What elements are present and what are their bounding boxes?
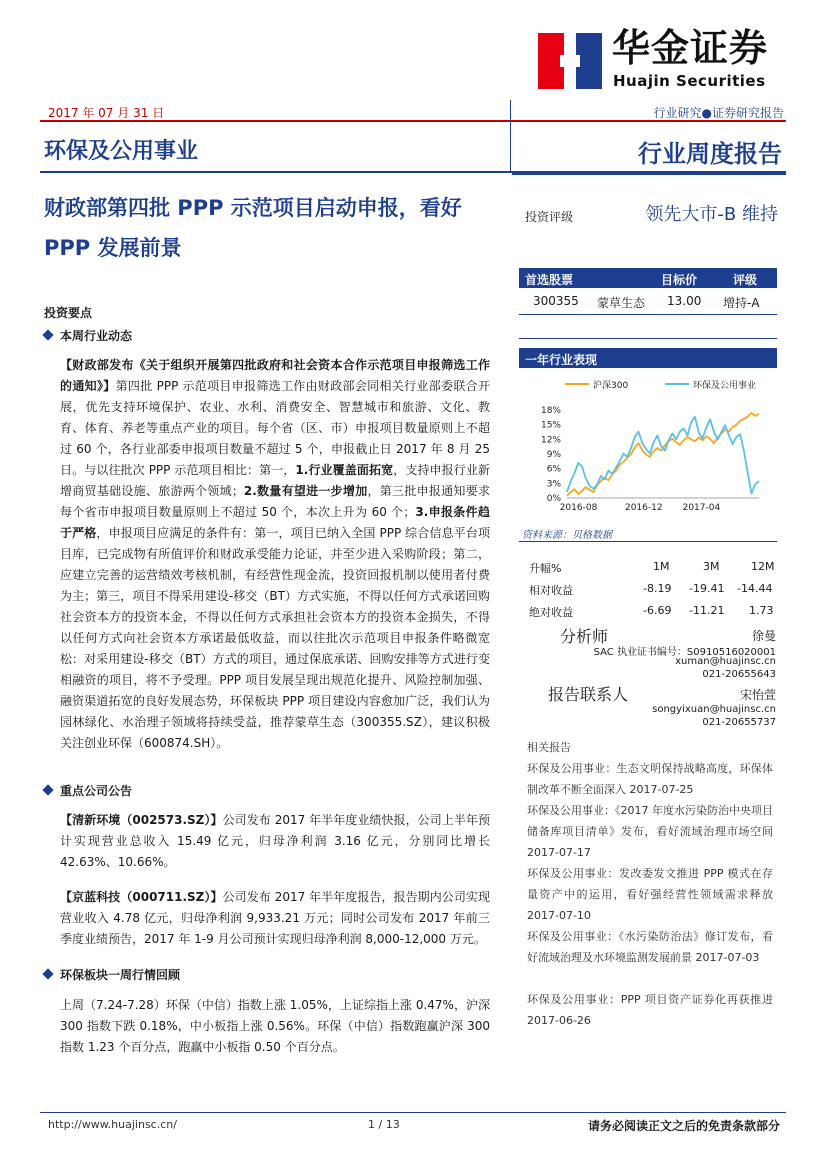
y-tick-label: 12% <box>540 435 561 446</box>
stock-col-header: 首选股票 <box>525 273 574 287</box>
analyst-email[interactable]: xuman@huajinsc.cn <box>675 656 776 667</box>
y-tick-label: 15% <box>540 420 561 431</box>
header-divider-blue-thick <box>512 171 786 175</box>
perf-table-header <box>519 556 777 576</box>
contact-name: 宋怡萱 <box>739 688 776 702</box>
target-col-header: 目标价 <box>661 273 698 287</box>
perf-value: -6.69 <box>643 604 672 617</box>
header-divider-red <box>40 120 510 122</box>
report-category: 行业研究●证券研究报告 <box>653 106 784 120</box>
perf-col-label: 升幅% <box>529 562 562 575</box>
legend-label: 环保及公用事业 <box>693 381 757 391</box>
footer-url[interactable]: http://www.huajinsc.cn/ <box>48 1118 177 1131</box>
series-line-hs300 <box>567 413 759 496</box>
page-number: 1 / 13 <box>368 1118 400 1131</box>
perf-row-label: 相对收益 <box>529 584 573 597</box>
industry-performance-chart <box>519 372 777 522</box>
sector-title: 环保及公用事业 <box>44 139 199 164</box>
report-type: 行业周度报告 <box>638 140 782 168</box>
analyst-cert: SAC 执业证书编号：S0910516020001 <box>593 647 776 658</box>
related-reports-heading: 相关报告 <box>527 741 571 754</box>
footer-divider <box>40 1112 786 1113</box>
y-tick-label: 9% <box>546 450 561 460</box>
legend-label: 沪深300 <box>593 381 629 391</box>
contact-email[interactable]: songyixuan@huajinsc.cn <box>652 704 776 715</box>
x-tick-label: 2016-12 <box>624 503 663 513</box>
diamond-bullet-icon <box>42 968 53 979</box>
brand-name-cn: 华金证券 <box>612 26 769 70</box>
related-report-item[interactable]: 环保及公用事业：发改委发文推进 PPP 模式在存量资产中的运用，看好强经营性领域需求释放 2017-07-10 <box>527 867 773 922</box>
section-heading-market-review: 环保板块一周行情回顾 <box>44 966 180 983</box>
perf-row-label: 绝对收益 <box>529 606 573 619</box>
contact-phone: 021-20655737 <box>702 717 776 728</box>
market-review-paragraph: 上周（7.24-7.28）环保（中信）指数上涨 1.05%，上证综指上涨 0.47%，沪深 300 指数下跌 0.18%，中小板指上涨 0.56%。环保（中信）指数跑赢沪深 300 指数 1.23 个百分点，跑赢中小板指 0.50 个百分点。 <box>60 998 490 1054</box>
perf-value: -11.21 <box>689 604 725 617</box>
header-divider-red-right <box>510 120 786 122</box>
perf-value: -14.44 <box>737 582 773 595</box>
rating-label: 投资评级 <box>525 210 574 224</box>
huajin-logo-mark <box>538 33 602 89</box>
y-tick-label: 3% <box>546 479 561 490</box>
related-report-item[interactable]: 环保及公用事业：《水污染防治法》修订发布，看好流域治理及水环境监测发展前景 2017-07-03 <box>527 930 773 964</box>
y-tick-label: 18% <box>540 406 561 416</box>
y-tick-label: 0% <box>546 494 561 504</box>
analyst-name: 徐曼 <box>751 629 776 643</box>
stock-row <box>519 291 777 311</box>
rating-value: 领先大市-B 维持 <box>645 204 778 225</box>
diamond-bullet-icon <box>42 329 53 340</box>
x-tick-label: 2017-04 <box>682 503 721 513</box>
rating-col-header: 评级 <box>733 273 758 287</box>
brand-name-en: Huajin Securities <box>613 72 766 90</box>
related-report-item[interactable]: 环保及公用事业：PPP 项目资产证券化再获推进 2017-06-26 <box>527 993 773 1027</box>
section-heading-industry-news: 本周行业动态 <box>44 327 132 344</box>
perf-col-1m: 1M <box>653 560 670 573</box>
stock-table-bottom-rule <box>519 314 777 315</box>
y-tick-label: 6% <box>546 464 561 475</box>
stock-target: 13.00 <box>667 294 702 308</box>
stock-table-spacer-rule <box>519 338 777 339</box>
perf-row-relative <box>519 578 777 598</box>
company-news-paragraph-1: 【清新环境（002573.SZ）】公司发布 2017 年半年度业绩快报，公司上半年预计实现营业总收入 15.49 亿元，归母净利润 3.16 亿元，分别同比增长 42.63%、10.66%。 <box>60 813 490 869</box>
x-tick-label: 2016-08 <box>559 503 598 513</box>
header-vertical-divider <box>510 100 511 172</box>
industry-news-paragraph: 【财政部发布《关于组织开展第四批政府和社会资本合作示范项目申报筛选工作的通知》】第四批 PPP 示范项目申报筛选工作由财政部会同相关行业部委联合开展，优先支持环境保护、农业、水利、消费安全、智慧城市和旅游、文化、教育、体育、养老等重点产业的项目。每个省（区、市）申报项目数量原则上不超过 60 个，各行业部委申报项目数量不超过 5 个，申报截止日 2017 年 8 月 25 日。与以往批次 PPP 示范项目相比：第一，1.行业覆盖面拓宽，支持申报行业新增商贸基础设施、旅游两个领域；2.数量有望进一步增加，第三批申报通知要求每个省市申报项目数量原则上不超过 50 个，本次上升为 60 个；3.申报条件趋于严格，申报项目应满足的条件有：第一，项目已纳入全国 PPP 综合信息平台项目库，已完成物有所值评价和财政承受能力论证，并至少进入采购阶段；第二，应建立完善的运营绩效考核机制，有经营性现金流，投资回报机制以使用者付费为主；第三，项目不得采用建设-移交（BT）方式实施，不得以任何方式承诺回购社会资本方的投资本金，不得以任何方式承担社会资本方的投资本金损失，不得以任何方式向社会资本方承诺最低收益，而以往批次示范项目申报条件略微宽松：对采用建设-移交（BT）方式的项目，通过保底承诺、回购安排等方式进行变相融资的项目，将不予受理。PPP 项目发展呈现出规范化提升、风险控制加强、融资渠道拓宽的良好发展态势，环保板块 PPP 项目建设内容愈加广泛，我们认为园林绿化、水治理子领域将持续受益，推荐蒙草生态（300355.SZ），建议积极关注创业环保（600874.SH）。 <box>60 358 490 750</box>
key-points-label: 投资要点 <box>44 306 93 320</box>
contact-heading: 报告联系人 <box>548 685 629 704</box>
footer-disclaimer: 请务必阅读正文之后的免责条款部分 <box>587 1119 780 1133</box>
report-title: 财政部第四批 PPP 示范项目启动申报，看好 PPP 发展前景 <box>44 196 462 260</box>
related-report-item[interactable]: 环保及公用事业：《2017 年度水污染防治中央项目储备库项目清单》发布，看好流域治理市场空间 2017-07-17 <box>527 804 773 859</box>
chart-source: 资料来源：贝格数据 <box>522 530 612 541</box>
company-news-paragraph-2: 【京蓝科技（000711.SZ）】公司发布 2017 年半年度报告，报告期内公司实现营业收入 4.78 亿元，归母净利润 9,933.21 万元；同时公司发布 2017 年前三季度业绩预告，2017 年 1-9 月公司预计实现归母净利润 8,000-12,000 万元。 <box>60 890 490 946</box>
related-report-item[interactable]: 环保及公用事业：生态文明保持战略高度，环保体制改革不断全面深入 2017-07-25 <box>527 762 773 796</box>
perf-value: -19.41 <box>689 582 725 595</box>
perf-col-12m: 12M <box>751 560 775 573</box>
analyst-phone: 021-20655643 <box>702 669 776 680</box>
chart-bottom-rule <box>519 541 777 542</box>
stock-name: 蒙草生态 <box>597 296 646 310</box>
stock-rating: 增持-A <box>723 296 760 310</box>
diamond-bullet-icon <box>42 784 53 795</box>
perf-header: 一年行业表现 <box>519 348 777 368</box>
perf-col-3m: 3M <box>703 560 720 573</box>
analyst-heading: 分析师 <box>560 627 609 646</box>
perf-row-absolute <box>519 600 777 620</box>
stock-table-header <box>519 268 777 288</box>
perf-value: -8.19 <box>643 582 672 595</box>
series-line-env-utilities <box>567 417 759 494</box>
stock-code: 300355 <box>533 294 579 308</box>
section-heading-company-news: 重点公司公告 <box>44 782 132 799</box>
report-date: 2017 年 07 月 31 日 <box>48 106 165 120</box>
perf-value: 1.73 <box>749 604 774 617</box>
